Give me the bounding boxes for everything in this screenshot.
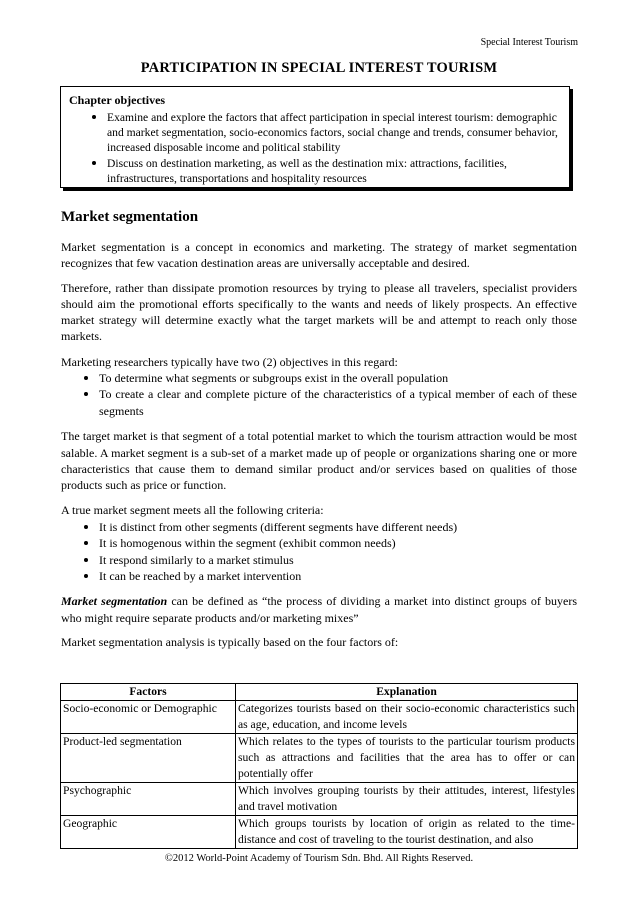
factor-cell: Socio-economic or Demographic	[61, 701, 236, 734]
page-footer: ©2012 World-Point Academy of Tourism Sdn. Bhd. All Rights Reserved.	[164, 853, 474, 864]
running-header: Special Interest Tourism	[480, 37, 578, 48]
list-item: • It respond similarly to a market stimulus	[99, 552, 577, 568]
section-heading: Market segmentation	[61, 209, 199, 225]
research-objectives-list	[61, 370, 577, 419]
factor-cell: Psychographic	[61, 783, 236, 816]
list-item: • It is distinct from other segments (different segments have different needs)	[99, 519, 577, 535]
objectives-heading: Chapter objectives	[69, 93, 166, 107]
chapter-objectives-box	[60, 86, 570, 188]
list-item: • It can be reached by a market intervention	[99, 568, 577, 584]
paragraph: Market segmentation analysis is typically based on the four factors of:	[61, 635, 399, 649]
table-row	[61, 701, 578, 734]
paragraph: Therefore, rather than dissipate promotion resources by trying to please all travelers, specialist providers should aim the promotional efforts specifically to the wants and needs of likely prospects. An effective market strategy will determine exactly what the target markets will be and attempt to reach only those markets.	[61, 280, 577, 344]
factor-cell: Geographic	[61, 816, 236, 849]
explanation-cell: Which involves grouping tourists by their attitudes, interest, lifestyles and travel motivation	[236, 783, 578, 816]
definition-text: can be defined as “the process of dividing a market into distinct groups of buyers who might require separate products and/or marketing mixes”	[61, 594, 577, 625]
explanation-cell: Categorizes tourists based on their socio-economic characteristics such as age, education, and income levels	[236, 701, 578, 734]
table-row	[61, 816, 578, 849]
objectives-list	[69, 109, 569, 186]
definition-term: Market segmentation	[61, 594, 168, 609]
list-item: • To create a clear and complete picture of the characteristics of a typical member of each of these segments	[99, 386, 577, 419]
definition-paragraph	[61, 593, 577, 626]
table-row	[61, 734, 578, 783]
list-item: • It is homogenous within the segment (exhibit common needs)	[99, 535, 577, 551]
explanation-cell: Which relates to the types of tourists to the particular tourism products such as attractions and facilities that the area has to offer or can potentially offer	[236, 734, 578, 783]
list-item: • To determine what segments or subgroups exist in the overall population	[99, 370, 577, 386]
criteria-list	[61, 519, 577, 585]
column-header: Factors	[61, 684, 236, 701]
segmentation-factors-table	[60, 683, 578, 849]
objective-item: • Discuss on destination marketing, as well as the destination mix: attractions, facilities, infrastructures, transportations and hospitality resources	[107, 155, 569, 186]
table-header-row	[61, 684, 578, 701]
objective-item: • Examine and explore the factors that affect participation in special interest tourism: demographic and market segmentation, socio-economics factors, social change and trends, consumer behavior, increased disposable income and political stability	[107, 109, 569, 155]
body-content	[61, 207, 577, 658]
paragraph: The target market is that segment of a total potential market to which the tourism attraction would be most salable. A market segment is a sub-set of a market made up of people or organizations sharing one or more characteristics that cause them to demand similar product and/or services based on qualities of those products such as price or function.	[61, 429, 577, 493]
paragraph: Market segmentation is a concept in economics and marketing. The strategy of market segmentation recognizes that few vacation destination areas are universally acceptable and desired.	[61, 240, 577, 271]
paragraph: A true market segment meets all the following criteria:	[61, 503, 324, 518]
column-header: Explanation	[236, 684, 578, 701]
paragraph: Marketing researchers typically have two (2) objectives in this regard:	[61, 354, 398, 369]
explanation-cell: Which groups tourists by location of origin as related to the time-distance and cost of traveling to the tourist destination, and also	[236, 816, 578, 849]
table-row	[61, 783, 578, 816]
page-title: PARTICIPATION IN SPECIAL INTEREST TOURISM	[140, 60, 498, 76]
factor-cell: Product-led segmentation	[61, 734, 236, 783]
